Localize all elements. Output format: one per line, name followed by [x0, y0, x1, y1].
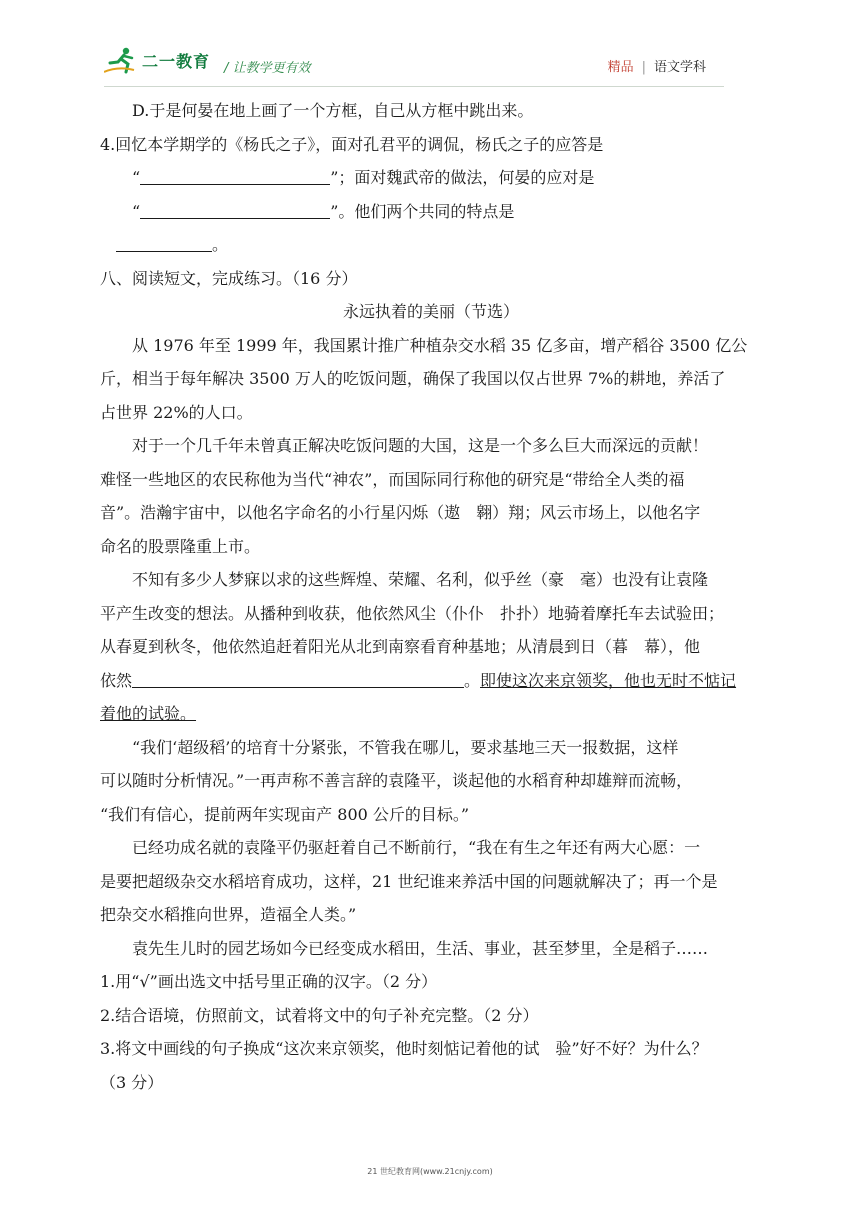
question-1: 1.用“√”画出选文中括号里正确的汉字。（2 分）	[100, 972, 438, 991]
question-3: 3.将文中画线的句子换成“这次来京领奖，他时刻惦记着他的试 验”好不好？为什么？	[100, 1039, 708, 1058]
paragraph-line: 平产生改变的想法。从播种到收获，他依然风尘（仆仆 扑扑）地骑着摩托车去试验田；	[100, 603, 725, 623]
question-4: 4.回忆本学期学的《杨氏之子》，面对孔君平的调侃，杨氏之子的应答是	[100, 134, 604, 154]
paragraph-line: 命名的股票隆重上市。	[100, 536, 261, 556]
paragraph-line: 对于一个几千年未曾真正解决吃饭问题的大国，这是一个多么巨大而深远的贡献！	[132, 436, 709, 455]
answer-blank-1[interactable]	[140, 168, 330, 185]
underlined-sentence-end: 着他的试验。	[100, 704, 197, 723]
open-quote: “	[132, 168, 141, 187]
paragraph-line	[100, 697, 762, 731]
subject-label: 语文学科	[653, 60, 706, 75]
answer-line-2-text: ”。他们两个共同的特点是	[330, 201, 515, 221]
answer-line-1	[100, 161, 762, 195]
logo-text: 二一教育	[142, 51, 211, 71]
header-badge	[608, 56, 706, 75]
header-divider	[104, 86, 724, 87]
text-line: D.于是何晏在地上画了一个方框，自己从方框中跳出来。	[132, 101, 534, 120]
underlined-sentence: 即使这次来京领奖，他也无时不惦记	[480, 670, 737, 690]
paragraph-line: 是要把超级杂交水稻培育成功，这样，21 世纪谁来养活中国的问题就解决了；再一个是	[100, 871, 718, 891]
answer-line-3	[100, 228, 762, 262]
answer-line-2	[100, 195, 762, 229]
open-quote: “	[132, 201, 141, 221]
quality-label: 精品	[607, 60, 634, 75]
section-heading: 八、阅读短文，完成练习。（16 分）	[100, 268, 358, 288]
answer-blank-2[interactable]	[140, 202, 330, 219]
paragraph-line: 难怪一些地区的农民称他为当代“神农”，而国际同行称他的研究是“带给全人类的福	[100, 469, 685, 489]
paragraph-line: 可以随时分析情况。”一再声称不善言辞的袁隆平，谈起他的水稻育种却雄辩而流畅，	[100, 771, 693, 790]
paragraph-line: 不知有多少人梦寐以求的这些辉煌、荣耀、名利，似乎丝（豪 毫）也没有让袁隆	[132, 570, 709, 589]
paragraph-line-with-blank	[100, 664, 762, 698]
question-3-points: （3 分）	[100, 1072, 164, 1092]
header-separator: |	[641, 60, 646, 75]
paragraph-line: 袁先生儿时的园艺场如今已经变成水稻田，生活、事业，甚至梦里，全是稻子……	[132, 938, 709, 958]
paragraph-line: 从 1976 年至 1999 年，我国累计推广种植杂交水稻 35 亿多亩，增产稻谷 3500 亿公	[132, 335, 748, 355]
runner-logo-icon	[104, 46, 138, 74]
fill-blank[interactable]	[132, 671, 464, 688]
logo	[104, 46, 210, 74]
paragraph-line: 斤，相当于每年解决 3500 万人的吃饭问题，确保了我国以仅占世界 7%的耕地，养活了	[100, 369, 726, 388]
document-body	[100, 94, 762, 1099]
paragraph-line: 从春夏到秋冬，他依然追赶着阳光从北到南察看育种基地；从清晨到日（暮 幕），他	[100, 637, 701, 656]
paragraph-line: 把杂交水稻推向世界，造福全人类。”	[100, 905, 357, 924]
answer-line-3-text: 。	[212, 235, 229, 254]
paragraph-line: “我们有信心，提前两年实现亩产 800 公斤的目标。”	[100, 804, 470, 824]
paragraph-line: 已经功成名就的袁隆平仍驱赶着自己不断前行，“我在有生之年还有两大心愿：一	[132, 838, 701, 857]
line-period: 。	[464, 670, 481, 690]
answer-line-1-text: ”；面对魏武帝的做法，何晏的应对是	[330, 168, 595, 187]
question-2: 2.结合语境，仿照前文，试着将文中的句子补充完整。（2 分）	[100, 1005, 539, 1025]
page-footer: 21 世纪教育网(www.21cnjy.com)	[367, 1167, 493, 1176]
paragraph-line: “我们‘超级稻’的培育十分紧张，不管我在哪儿，要求基地三天一报数据，这样	[132, 737, 679, 757]
page-header	[104, 46, 724, 86]
paragraph-line: 占世界 22%的人口。	[100, 402, 253, 422]
passage-title: 永远执着的美丽（节选）	[342, 302, 519, 321]
line-start: 依然	[100, 670, 133, 690]
paragraph-line: 音”。浩瀚宇宙中，以他名字命名的小行星闪烁（遨 翱）翔；风云市场上，以他名字	[100, 503, 701, 522]
slogan: / 让教学更有效	[224, 61, 311, 76]
answer-blank-3[interactable]	[116, 235, 212, 252]
